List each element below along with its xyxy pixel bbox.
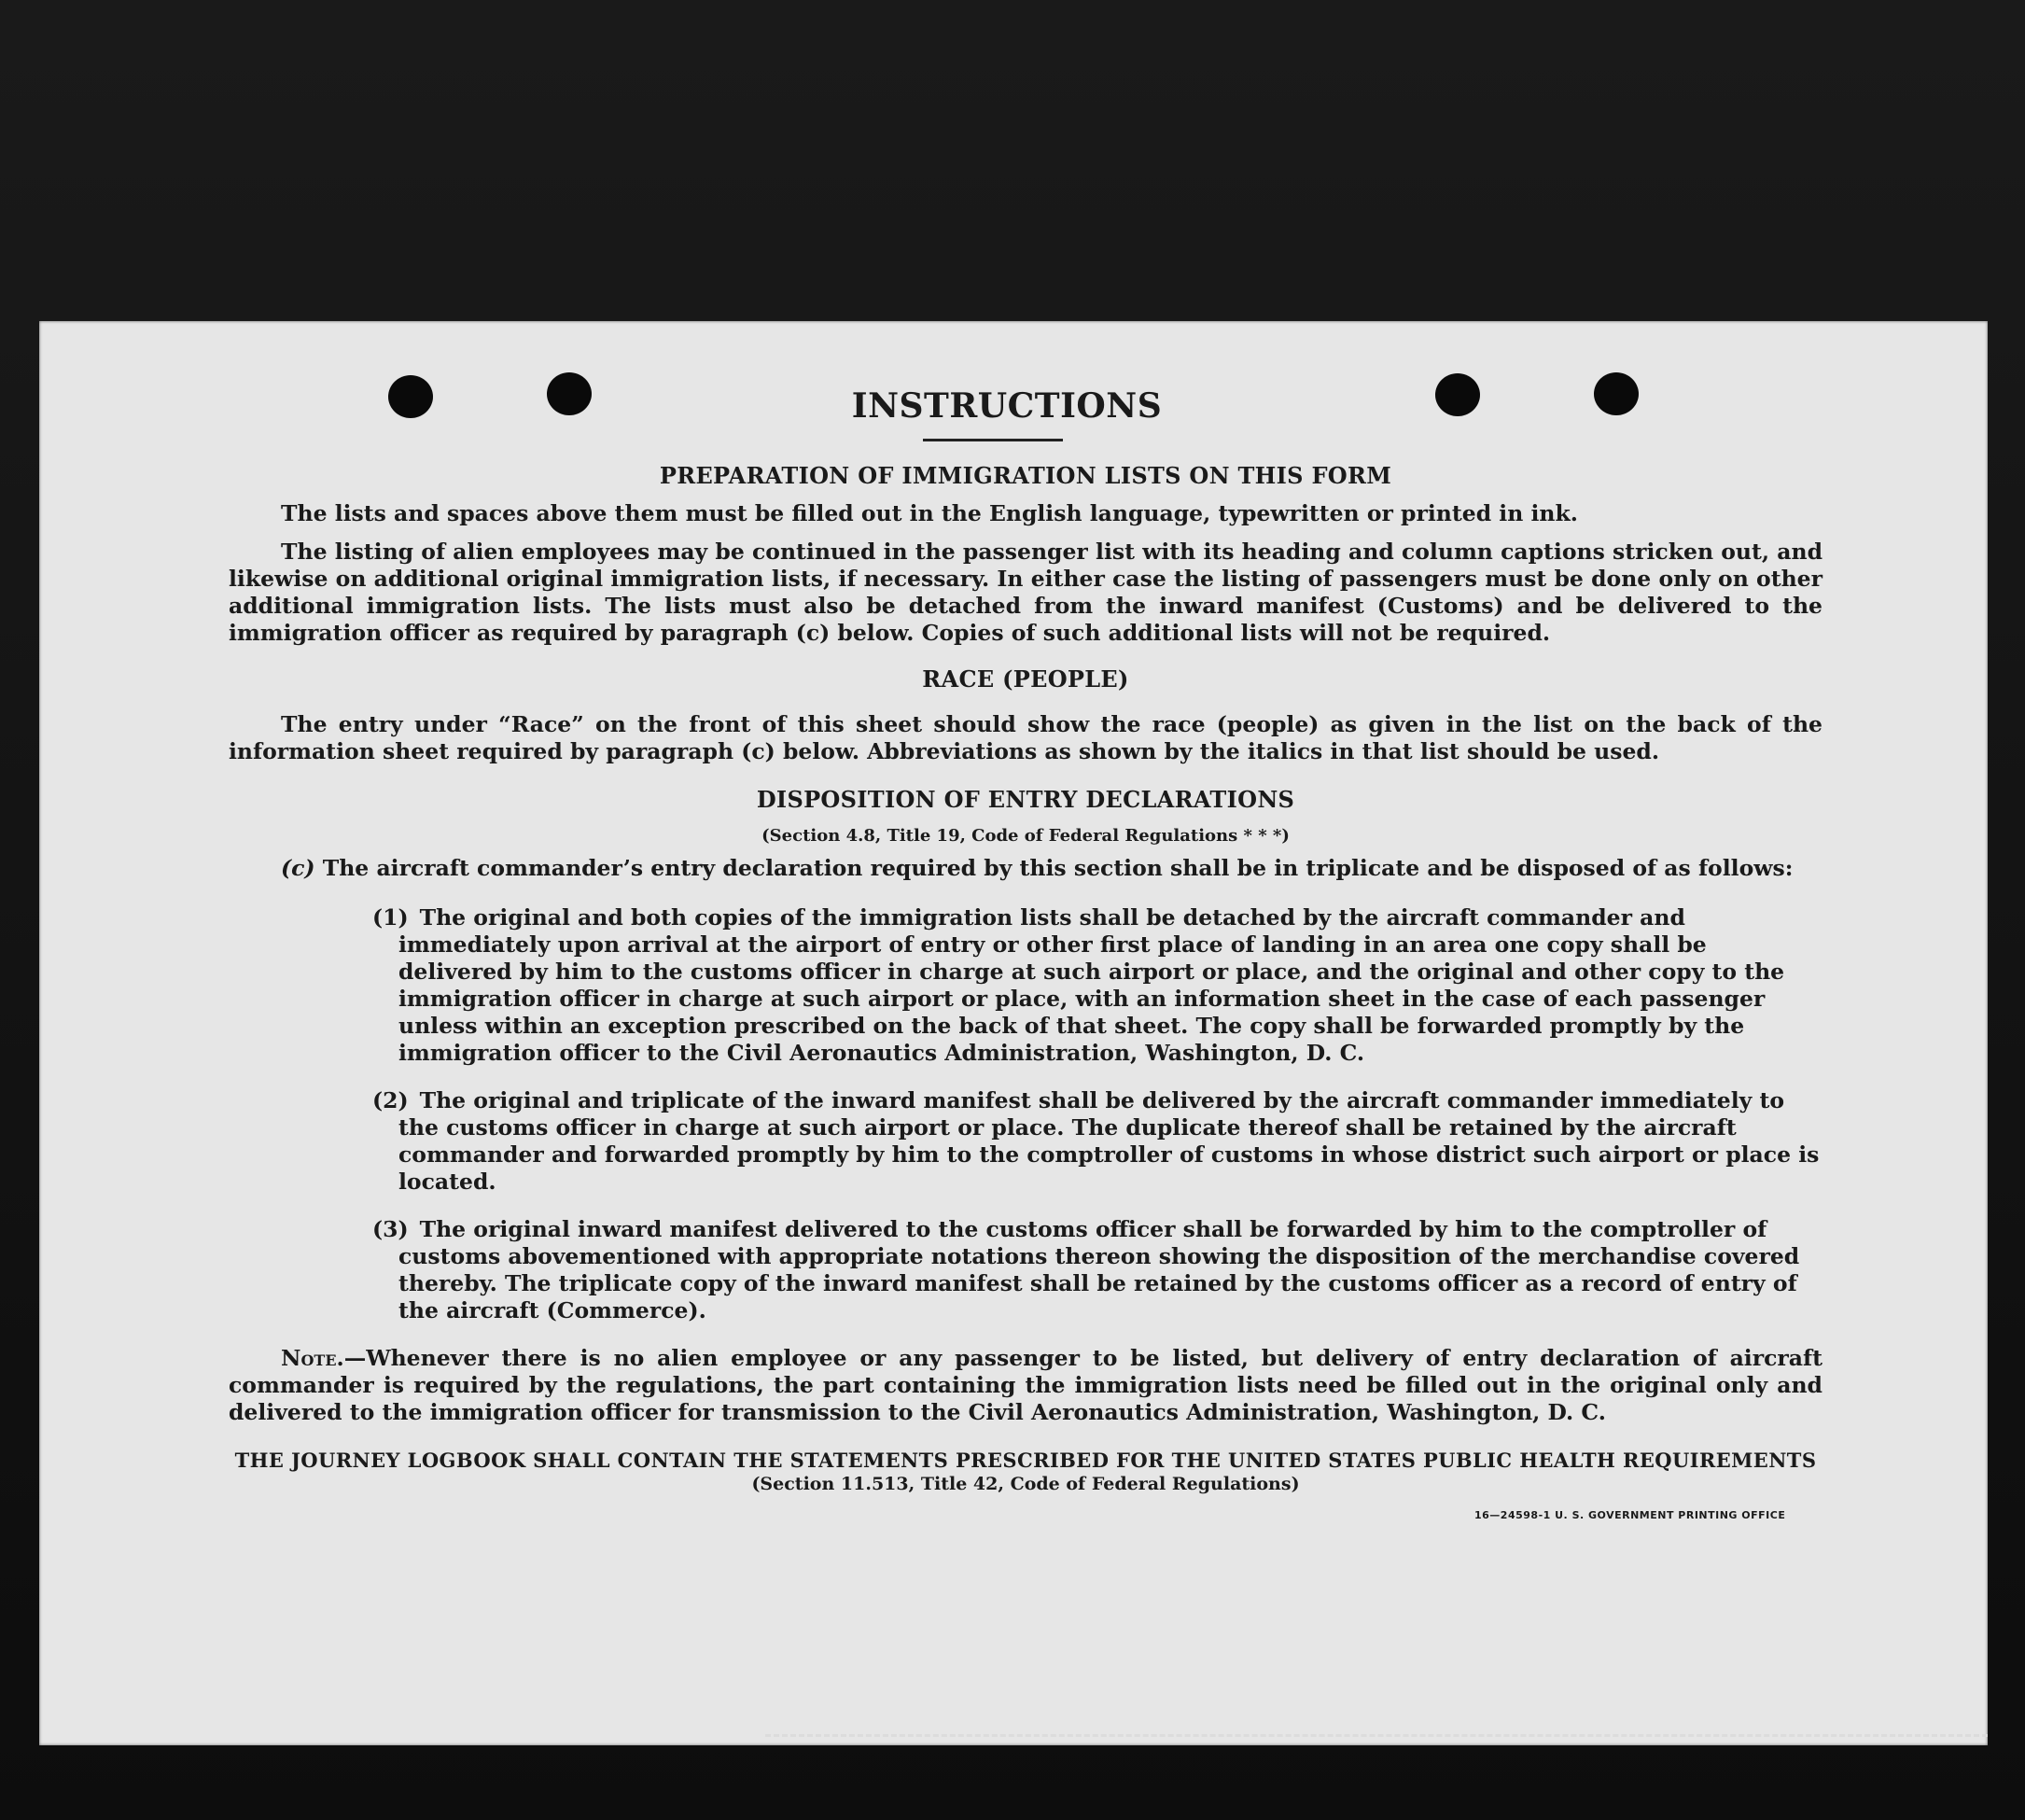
title-underline xyxy=(923,439,1063,441)
item-number: (1) xyxy=(372,904,409,931)
preparation-heading: PREPARATION OF IMMIGRATION LISTS ON THIS FORM xyxy=(659,462,1392,489)
instructions-content xyxy=(229,386,1822,1495)
preparation-paragraph-2: The listing of alien employees may be continued in the passenger list with its heading and column captions stricken out, and likewise on additional original immigration lists, if necessary. In either case the listing of passengers must be done only on other additional immigration lists. The lists must also be detached from the inward manifest (Customs) and be delivered to the immigration officer as required by paragraph (c) below. Copies of such additional lists will not be required. xyxy=(229,539,1822,646)
list-item xyxy=(229,904,1822,1067)
race-paragraph: The entry under “Race” on the front of this sheet should show the race (people) as given in the list on the back of the information sheet required by paragraph (c) below. Abbreviations as shown by the italics in that list should be used. xyxy=(229,711,1822,764)
disposition-intro xyxy=(229,855,1822,882)
intro-text: The aircraft commander’s entry declaration required by this section shall be in triplicate and be disposed of as follows: xyxy=(322,855,1794,881)
list-item xyxy=(229,1216,1822,1324)
page-title: INSTRUCTIONS xyxy=(851,386,1163,426)
torn-edge xyxy=(765,1734,1988,1752)
intro-label: (c) xyxy=(281,855,315,881)
preparation-paragraph-1: The lists and spaces above them must be filled out in the English language, typewritten or printed in ink. xyxy=(281,500,1578,526)
note-text: —Whenever there is no alien employee or any passenger to be listed, but delivery of entry declaration of aircraft commander is required by the regulations, the part containing the immigration lists need be filled out in the original only and delivered to the immigration officer for transmission to the Civil Aeronautics Administration, Washington, D. C. xyxy=(229,1345,1822,1425)
note-paragraph xyxy=(229,1345,1822,1426)
disposition-citation: (Section 4.8, Title 19, Code of Federal Regulations * * *) xyxy=(761,826,1290,846)
logbook-statement: THE JOURNEY LOGBOOK SHALL CONTAIN THE STATEMENTS PRESCRIBED FOR THE UNITED STATES PUBLIC HEALTH REQUIREMENTS xyxy=(234,1449,1817,1472)
item-text: The original and triplicate of the inward manifest shall be delivered by the aircraft commander immediately to the customs officer in charge at such airport or place. The duplicate thereof shall be retained by the aircraft commander and forwarded promptly by him to the comptroller of customs in whose district such airport or place is located. xyxy=(398,1087,1820,1195)
disposition-heading: DISPOSITION OF ENTRY DECLARATIONS xyxy=(756,786,1295,813)
printing-office-code: 16—24598-1 U. S. GOVERNMENT PRINTING OFFICE xyxy=(1474,1509,1786,1521)
item-text: The original inward manifest delivered to the customs officer shall be forwarded by him to the comptroller of customs abovementioned with appropriate notations thereon showing the disposition of the merchandise covered thereby. The triplicate copy of the inward manifest shall be retained by the customs officer as a record of entry of the aircraft (Commerce). xyxy=(398,1216,1800,1323)
list-item xyxy=(229,1087,1822,1196)
note-label: Note. xyxy=(281,1345,344,1371)
item-text: The original and both copies of the immigration lists shall be detached by the aircraft commander and immediately upon arrival at the airport of entry or other first place of landing in an area one copy shall be delivered by him to the customs officer in charge at such airport or place, and the original and other copy to the immigration officer in charge at such airport or place, with an information sheet in the case of each passenger unless within an exception prescribed on the back of that sheet. The copy shall be forwarded promptly by the immigration officer to the Civil Aeronautics Administration, Washington, D. C. xyxy=(398,904,1785,1066)
race-heading: RACE (PEOPLE) xyxy=(922,665,1129,693)
item-number: (2) xyxy=(372,1087,409,1113)
item-number: (3) xyxy=(372,1216,409,1242)
logbook-citation: (Section 11.513, Title 42, Code of Federal Regulations) xyxy=(751,1474,1300,1494)
